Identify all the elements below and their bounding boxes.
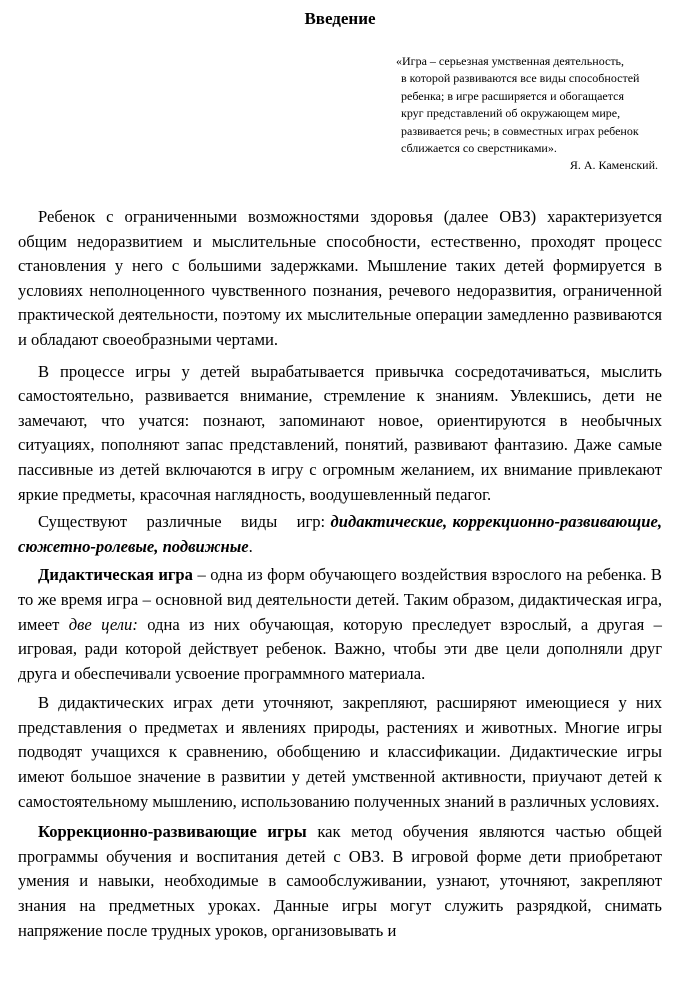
paragraph-game-types xyxy=(18,510,662,559)
paragraph-ovz: Ребенок с ограниченными возможностями здоровья (далее ОВЗ) характеризуется общим недоразвитием и мыслительные способности, естественно, проходят процесс становления у него с большими задержками. Мышление таких детей формируется в условиях неполноценного чувственного познания, речевого недоразвития, ограниченной практической деятельности, поэтому их мыслительные операции замедленно развиваются и обладают своеобразными чертами. xyxy=(18,207,662,349)
page-title: Введение xyxy=(304,9,376,28)
game-types-lead: Существуют различные виды игр: xyxy=(38,512,326,532)
paragraph-play-habits: В процессе игры у детей вырабатывается привычка сосредотачиваться, мыслить самостоятельно, развивается внимание, стремление к знаниям. Увлекшись, дети не замечают, что учатся: познают, запоминают новое, ориентируются в необычных ситуациях, пополняют запас представлений, понятий, развивают фантазию. Даже самые пассивные из детей включаются в игру с огромным желанием, их внимание привлекают яркие предметы, красочная наглядность, воодушевленный педагог. xyxy=(18,361,662,504)
epigraph-line: развивается речь; в совместных играх ребенок xyxy=(401,123,639,138)
game-types-list: дидактические, коррекционно-развивающие, сюжетно-ролевые, подвижные xyxy=(18,512,662,556)
paragraph-didactic-game xyxy=(18,563,662,686)
paragraph-correctional-games xyxy=(18,820,662,943)
didactic-text-2: одна из них обучающая, которую преследует взрослый, а другая – игровая, ради которой действует ребенок. Важно, чтобы эти две цели дополняли друг друга и обеспечивали усвоение программного материала. xyxy=(18,614,662,683)
didactic-emphasis: две цели: xyxy=(68,614,138,634)
epigraph xyxy=(396,53,668,175)
didactic-text-1: – одна из форм обучающего воздействия взрослого на ребенка. В то же время игра – основной вид деятельности детей. Таким образом, дидактическая игра, имеет xyxy=(18,565,662,634)
epigraph-line: ребенка; в игре расширяется и обогащается xyxy=(401,88,624,103)
paragraph-didactic-effects: В дидактических играх дети уточняют, закрепляют, расширяют имеющиеся у них представления о предметах и явлениях природы, растениях и животных. Многие игры подводят учащихся к сравнению, обобщению и классификации. Дидактические игры имеют большое значение в развитии у детей умственной активности, приучают детей к самостоятельному мышлению, использованию полученных знаний в различных условиях. xyxy=(18,693,662,811)
correctional-text: как метод обучения являются частью общей программы обучения и воспитания детей с ОВЗ. В игровой форме дети приобретают умения и навыки, необходимые в самообслуживании, узнают, уточняют, закрепляют знания на предметных уроках. Данные игры могут служить разрядкой, снимать напряжение после трудных уроков, организовывать и xyxy=(18,822,662,940)
document-body xyxy=(18,205,662,943)
term-didactic-game: Дидактическая игра xyxy=(38,565,193,585)
game-types-end: . xyxy=(248,536,253,556)
epigraph-line: в которой развиваются все виды способностей xyxy=(401,71,640,86)
epigraph-line: сближается со сверстниками». xyxy=(401,141,557,156)
epigraph-author: Я. А. Каменский. xyxy=(569,158,658,173)
epigraph-line: «Игра – серьезная умственная деятельность, xyxy=(396,54,625,68)
epigraph-line: круг представлений об окружающем мире, xyxy=(401,106,621,121)
term-correctional-games: Коррекционно-развивающие игры xyxy=(38,822,307,842)
